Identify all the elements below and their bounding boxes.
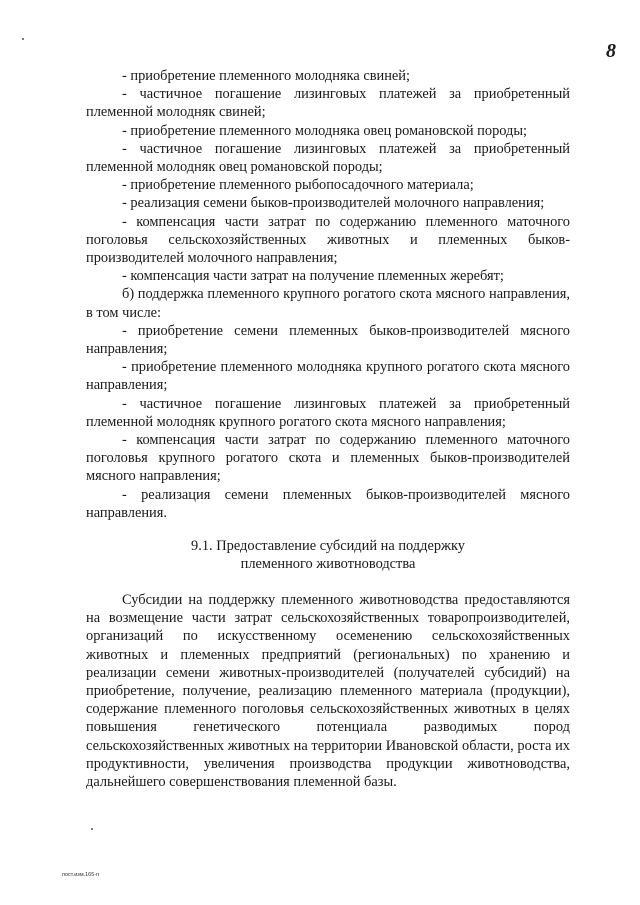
list-section [86, 67, 570, 522]
page-number: 8 [606, 40, 616, 62]
section-heading-line1: 9.1. Предоставление субсидий на поддержку [191, 538, 465, 554]
section-heading-line2: племенного животноводства [240, 556, 416, 573]
list-item: - приобретение племенного молодняка свиней; [122, 68, 410, 84]
list-item: - частичное погашение лизинговых платежей за приобретенный племенной молодняк крупного рогатого скота мясного направления; [86, 395, 570, 430]
footer-note: пост.изм.165-п [62, 872, 100, 878]
list-item: - приобретение племенного молодняка овец романовской породы; [122, 122, 528, 139]
list-item: - частичное погашение лизинговых платежей за приобретенный племенной молодняк свиней; [86, 86, 570, 121]
list-item: б) поддержка племенного крупного рогатого скота мясного направления, в том числе: [86, 286, 570, 321]
list-item: - частичное погашение лизинговых платежей за приобретенный племенной молодняк овец романовской породы; [86, 140, 570, 176]
scan-speck [91, 828, 93, 830]
list-item: - компенсация части затрат по содержанию племенного маточного поголовья сельскохозяйственных животных и племенных быков-производителей молочного направления; [86, 213, 570, 267]
section-heading [86, 537, 570, 573]
scan-speck [22, 38, 24, 40]
list-item: - приобретение семени племенных быков-производителей мясного направления; [86, 322, 570, 358]
list-item: - компенсация части затрат по содержанию племенного маточного поголовья крупного рогатого скота и племенных быков-производителей мясного направления; [86, 432, 570, 485]
list-item: - приобретение племенного молодняка крупного рогатого скота мясного направления; [86, 359, 570, 394]
list-item: - реализация семени быков-производителей молочного направления; [122, 195, 545, 212]
list-item: - реализация семени племенных быков-производителей мясного направления. [86, 486, 570, 521]
section-paragraph: Субсидии на поддержку племенного животноводства предоставляются на возмещение части затрат сельскохозяйственных товаропроизводителей, организаций по искусственному осеменению сельскохозяйственных животных и племенных предприятий (региональных) по хранению и реализации семени животных-производителей (получателей субсидий) на приобретение, получение, реализацию племенного материала (продукции), содержание племенного поголовья сельскохозяйственных животных в целях повышения генетического потенциала разводимых пород сельскохозяйственных животных на территории Ивановской области, роста их продуктивности, увеличения производства продукции животноводства, дальнейшего совершенствования племенной базы. [86, 592, 570, 791]
list-item: - компенсация части затрат на получение племенных жеребят; [122, 268, 504, 285]
list-item: - приобретение племенного рыбопосадочного материала; [122, 177, 474, 194]
